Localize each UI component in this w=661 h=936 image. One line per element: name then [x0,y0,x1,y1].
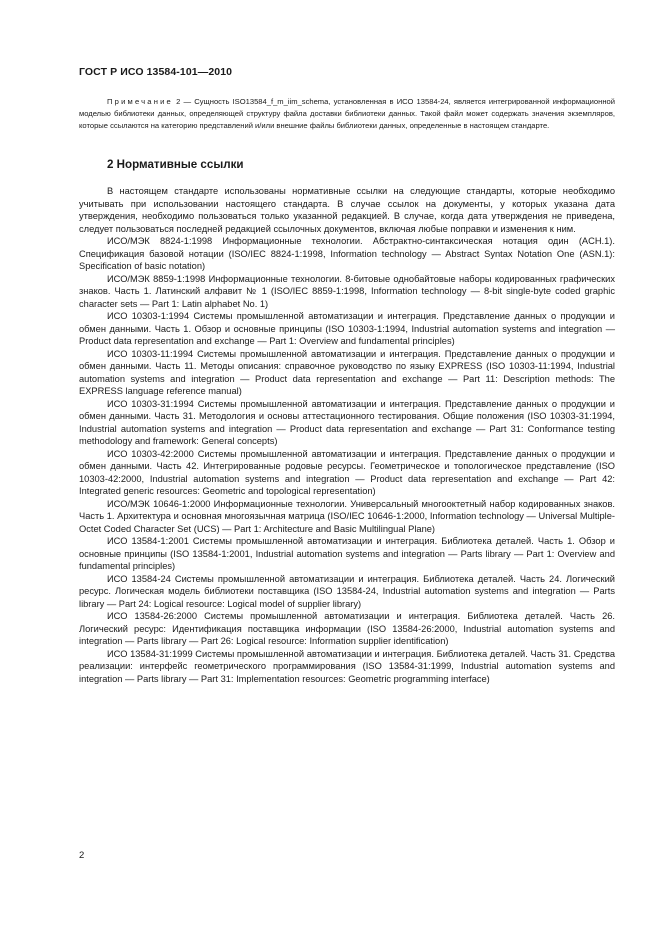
page-number: 2 [79,850,85,861]
note-text: — Сущность ISO13584_f_m_iim_schema, установленная в ИСО 13584-24, является интегрированной информационной моделью библиотеки данных, определяющей структуру файла доставки библиотеки данных. Такой файл может содержать значения экземпляров, которые ссылаются на категорию представлений и/или внешние файлы библиотеки данных, определенные в настоящем стандарте. [79,97,615,131]
reference-iso-13584-26: ИСО 13584-26:2000 Системы промышленной автоматизации и интеграция. Библиотека деталей. Часть 26. Логический ресурс: Идентификация поставщика информации (ISO 13584-26:2000, Industrial automation systems and integration — Parts library — Part 26: Logical resource: Information supplier identification) [79,611,615,646]
section-body [79,185,615,685]
reference-iso-13584-31: ИСО 13584-31:1999 Системы промышленной автоматизации и интеграция. Библиотека деталей. Часть 31. Средства реализации: интерфейс геометрического программирования (ISO 13584-31:1999, Industrial automation systems and integration — Parts library — Part 31: Implementation resources: Geometric programming interface) [79,648,615,684]
reference-iso-iec-10646-1: ИСО/МЭК 10646-1:2000 Информационные технологии. Универсальный многооктетный набор кодированных знаков. Часть 1. Архитектура и основная многоязычная матрица (ISO/IEC 10646-1:2000, Information technology — Universal Multiple-Octet Coded Character Set (UCS) — Part 1: Architecture and Basic Multilingual Plane) [79,498,615,534]
reference-iso-10303-11: ИСО 10303-11:1994 Системы промышленной автоматизации и интеграция. Представление данных о продукции и обмен данными. Часть 11. Методы описания: справочное руководство по языку EXPRESS (ISO 10303-11:1994, Industrial automation systems and integration — Product data representation and exchange — Part 11: Description methods: The EXPRESS language reference manual) [79,348,615,396]
standard-header: ГОСТ Р ИСО 13584-101—2010 [79,66,233,78]
reference-iso-10303-31: ИСО 10303-31:1994 Системы промышленной автоматизации и интеграция. Представление данных о продукции и обмен данными. Часть 31. Методология и основы аттестационного тестирования. Общие положения (ISO 10303-31:1994, Industrial automation systems and integration — Product data representation and exchange — Part 31: Conformance testing methodology and framework: General concepts) [79,398,615,446]
reference-iso-13584-1: ИСО 13584-1:2001 Системы промышленной автоматизации и интеграция. Библиотека деталей. Часть 1. Обзор и основные принципы (ISO 13584-1:2001, Industrial automation systems and integration — Parts library — Part 1: Overview and fundamental principles) [79,536,615,571]
section-title: 2 Нормативные ссылки [107,158,244,171]
note-number: 2 [172,97,181,106]
reference-iso-iec-8859-1: ИСО/МЭК 8859-1:1998 Информационные технологии. 8-битовые однобайтовые наборы кодированных графических знаков. Часть 1. Латинский алфавит № 1 (ISO/IEC 8859-1:1998, Information technology — 8-bit single-byte coded graphic character sets — Part 1: Latin alphabet No. 1) [79,273,615,309]
note-label: Примечание [107,97,173,106]
reference-iso-10303-42: ИСО 10303-42:2000 Системы промышленной автоматизации и интеграция. Представление данных о продукции и обмен данными. Часть 42. Интегрированные родовые ресурсы. Геометрическое и топологическое представление (ISO 10303-42:2000, Industrial automation systems and integration — Product data representation and exchange — Part 42: Integrated generic resources: Geometric and topological representation) [79,448,615,496]
note-paragraph [79,96,615,133]
reference-iso-10303-1: ИСО 10303-1:1994 Системы промышленной автоматизации и интеграция. Представление данных о продукции и обмен данными. Часть 1. Обзор и основные принципы (ISO 10303-1:1994, Industrial automation systems and integration — Product data representation and exchange — Part 1: Overview and fundamental principles) [79,311,615,346]
reference-iso-iec-8824-1: ИСО/МЭК 8824-1:1998 Информационные технологии. Абстрактно-синтаксическая нотация один (ACH.1). Спецификация базовой нотации (ISO/IEC 8824-1:1998, Information technology — Abstract Syntax Notation One (ASN.1): Specification of basic notation) [79,236,615,271]
reference-iso-13584-24: ИСО 13584-24 Системы промышленной автоматизации и интеграция. Библиотека деталей. Часть 24. Логический ресурс. Логическая модель библиотеки поставщика (ISO 13584-24, Industrial automation systems and integration — Parts library — Part 24: Logical resource: Logical model of supplier library) [79,573,615,609]
note-block [79,96,615,133]
intro-paragraph: В настоящем стандарте использованы нормативные ссылки на следующие стандарты, которые необходимо учитывать при использовании настоящего стандарта. В случае ссылок на документы, у которых указана дата утверждения, необходимо пользоваться только указанной редакцией. В случае, когда дата утверждения не приведена, следует пользоваться последней редакцией ссылочных документов, включая любые поправки и изменения к ним. [79,186,615,234]
